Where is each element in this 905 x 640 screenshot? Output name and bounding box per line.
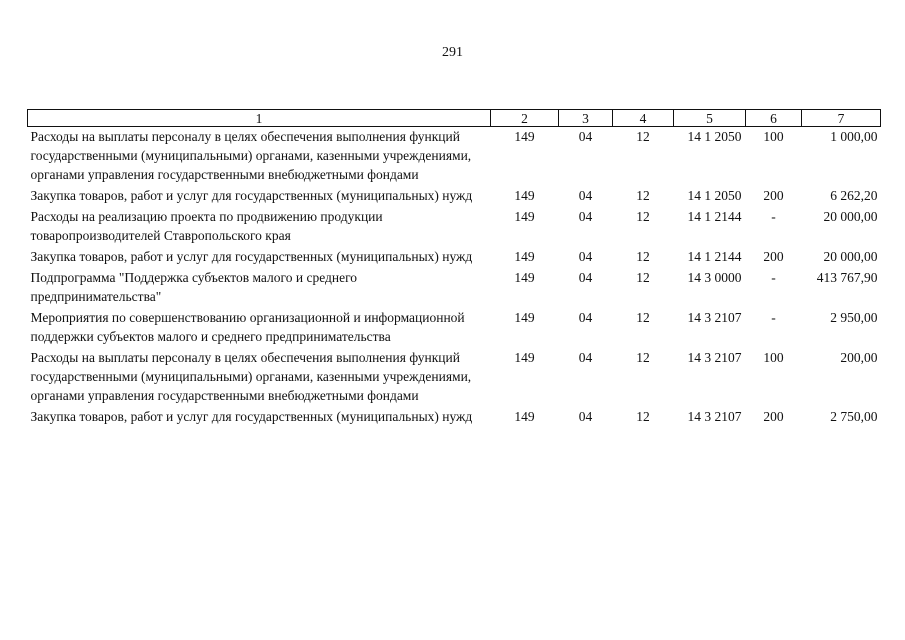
row-target-code: 14 1 2144	[687, 249, 742, 264]
row-amount: 20 000,00	[823, 249, 878, 264]
row-ministry-code: 149	[514, 409, 535, 424]
row-target-code: 14 3 2107	[687, 310, 742, 325]
table-header	[28, 110, 881, 127]
header-cell-4: 4	[613, 110, 674, 127]
row-ministry-code: 149	[514, 209, 535, 224]
row-description: Мероприятия по совершенствованию организационной и информационной поддержки субъектов малого и среднего предпринимательства	[30, 310, 465, 344]
row-expense-type: 200	[763, 249, 784, 264]
row-ministry-code: 149	[514, 129, 535, 144]
header-cell-3: 3	[559, 110, 613, 127]
row-description: Расходы на выплаты персоналу в целях обеспечения выполнения функций государственными (муниципальными) органами, казенными учреждениями, органами управления государственными внебюджетными фондами	[30, 350, 472, 403]
table-row	[28, 348, 881, 407]
row-subsection-code: 12	[636, 270, 650, 285]
row-subsection-code: 12	[636, 129, 650, 144]
row-description: Расходы на выплаты персоналу в целях обеспечения выполнения функций государственными (муниципальными) органами, казенными учреждениями, органами управления государственными внебюджетными фондами	[30, 129, 472, 182]
table-body	[28, 127, 881, 429]
row-ministry-code: 149	[514, 350, 535, 365]
row-expense-type: 100	[763, 129, 784, 144]
table-row	[28, 268, 881, 308]
header-row	[28, 110, 881, 127]
table-row	[28, 207, 881, 247]
header-cell-7: 7	[802, 110, 881, 127]
row-amount: 1 000,00	[830, 129, 878, 144]
row-amount: 200,00	[840, 350, 878, 365]
row-ministry-code: 149	[514, 188, 535, 203]
row-description: Подпрограмма "Поддержка субъектов малого и среднего предпринимательства"	[30, 270, 358, 304]
row-amount: 2 750,00	[830, 409, 878, 424]
row-section-code: 04	[578, 409, 593, 424]
row-description: Закупка товаров, работ и услуг для государственных (муниципальных) нужд	[30, 188, 473, 203]
row-subsection-code: 12	[636, 350, 650, 365]
row-amount: 2 950,00	[830, 310, 878, 325]
row-amount: 413 767,90	[816, 270, 878, 285]
row-section-code: 04	[578, 270, 593, 285]
row-description: Закупка товаров, работ и услуг для государственных (муниципальных) нужд	[30, 409, 473, 424]
row-subsection-code: 12	[636, 188, 650, 203]
budget-table	[27, 109, 881, 428]
row-description: Расходы на реализацию проекта по продвижению продукции товаропроизводителей Ставропольского края	[30, 209, 383, 243]
row-ministry-code: 149	[514, 270, 535, 285]
row-subsection-code: 12	[636, 310, 650, 325]
row-target-code: 14 1 2144	[687, 209, 742, 224]
header-cell-2: 2	[491, 110, 559, 127]
row-ministry-code: 149	[514, 249, 535, 264]
row-expense-type: 200	[763, 409, 784, 424]
row-target-code: 14 1 2050	[687, 129, 742, 144]
row-section-code: 04	[578, 129, 593, 144]
table-row	[28, 407, 881, 428]
row-subsection-code: 12	[636, 209, 650, 224]
row-section-code: 04	[578, 209, 593, 224]
row-section-code: 04	[578, 310, 593, 325]
header-cell-1: 1	[28, 110, 491, 127]
row-description: Закупка товаров, работ и услуг для государственных (муниципальных) нужд	[30, 249, 473, 264]
row-target-code: 14 1 2050	[687, 188, 742, 203]
row-section-code: 04	[578, 249, 593, 264]
row-expense-type: -	[771, 270, 776, 285]
row-section-code: 04	[578, 350, 593, 365]
row-amount: 20 000,00	[823, 209, 878, 224]
row-target-code: 14 3 2107	[687, 409, 742, 424]
table-row	[28, 247, 881, 268]
table-row	[28, 186, 881, 207]
row-target-code: 14 3 2107	[687, 350, 742, 365]
header-cell-6: 6	[746, 110, 802, 127]
row-subsection-code: 12	[636, 249, 650, 264]
row-target-code: 14 3 0000	[687, 270, 742, 285]
row-expense-type: -	[771, 310, 776, 325]
row-subsection-code: 12	[636, 409, 650, 424]
row-expense-type: -	[771, 209, 776, 224]
page-number: 291	[442, 45, 463, 60]
row-amount: 6 262,20	[830, 188, 878, 203]
header-cell-5: 5	[674, 110, 746, 127]
table-row	[28, 308, 881, 348]
row-expense-type: 200	[763, 188, 784, 203]
row-expense-type: 100	[763, 350, 784, 365]
table-row	[28, 127, 881, 187]
row-ministry-code: 149	[514, 310, 535, 325]
row-section-code: 04	[578, 188, 593, 203]
